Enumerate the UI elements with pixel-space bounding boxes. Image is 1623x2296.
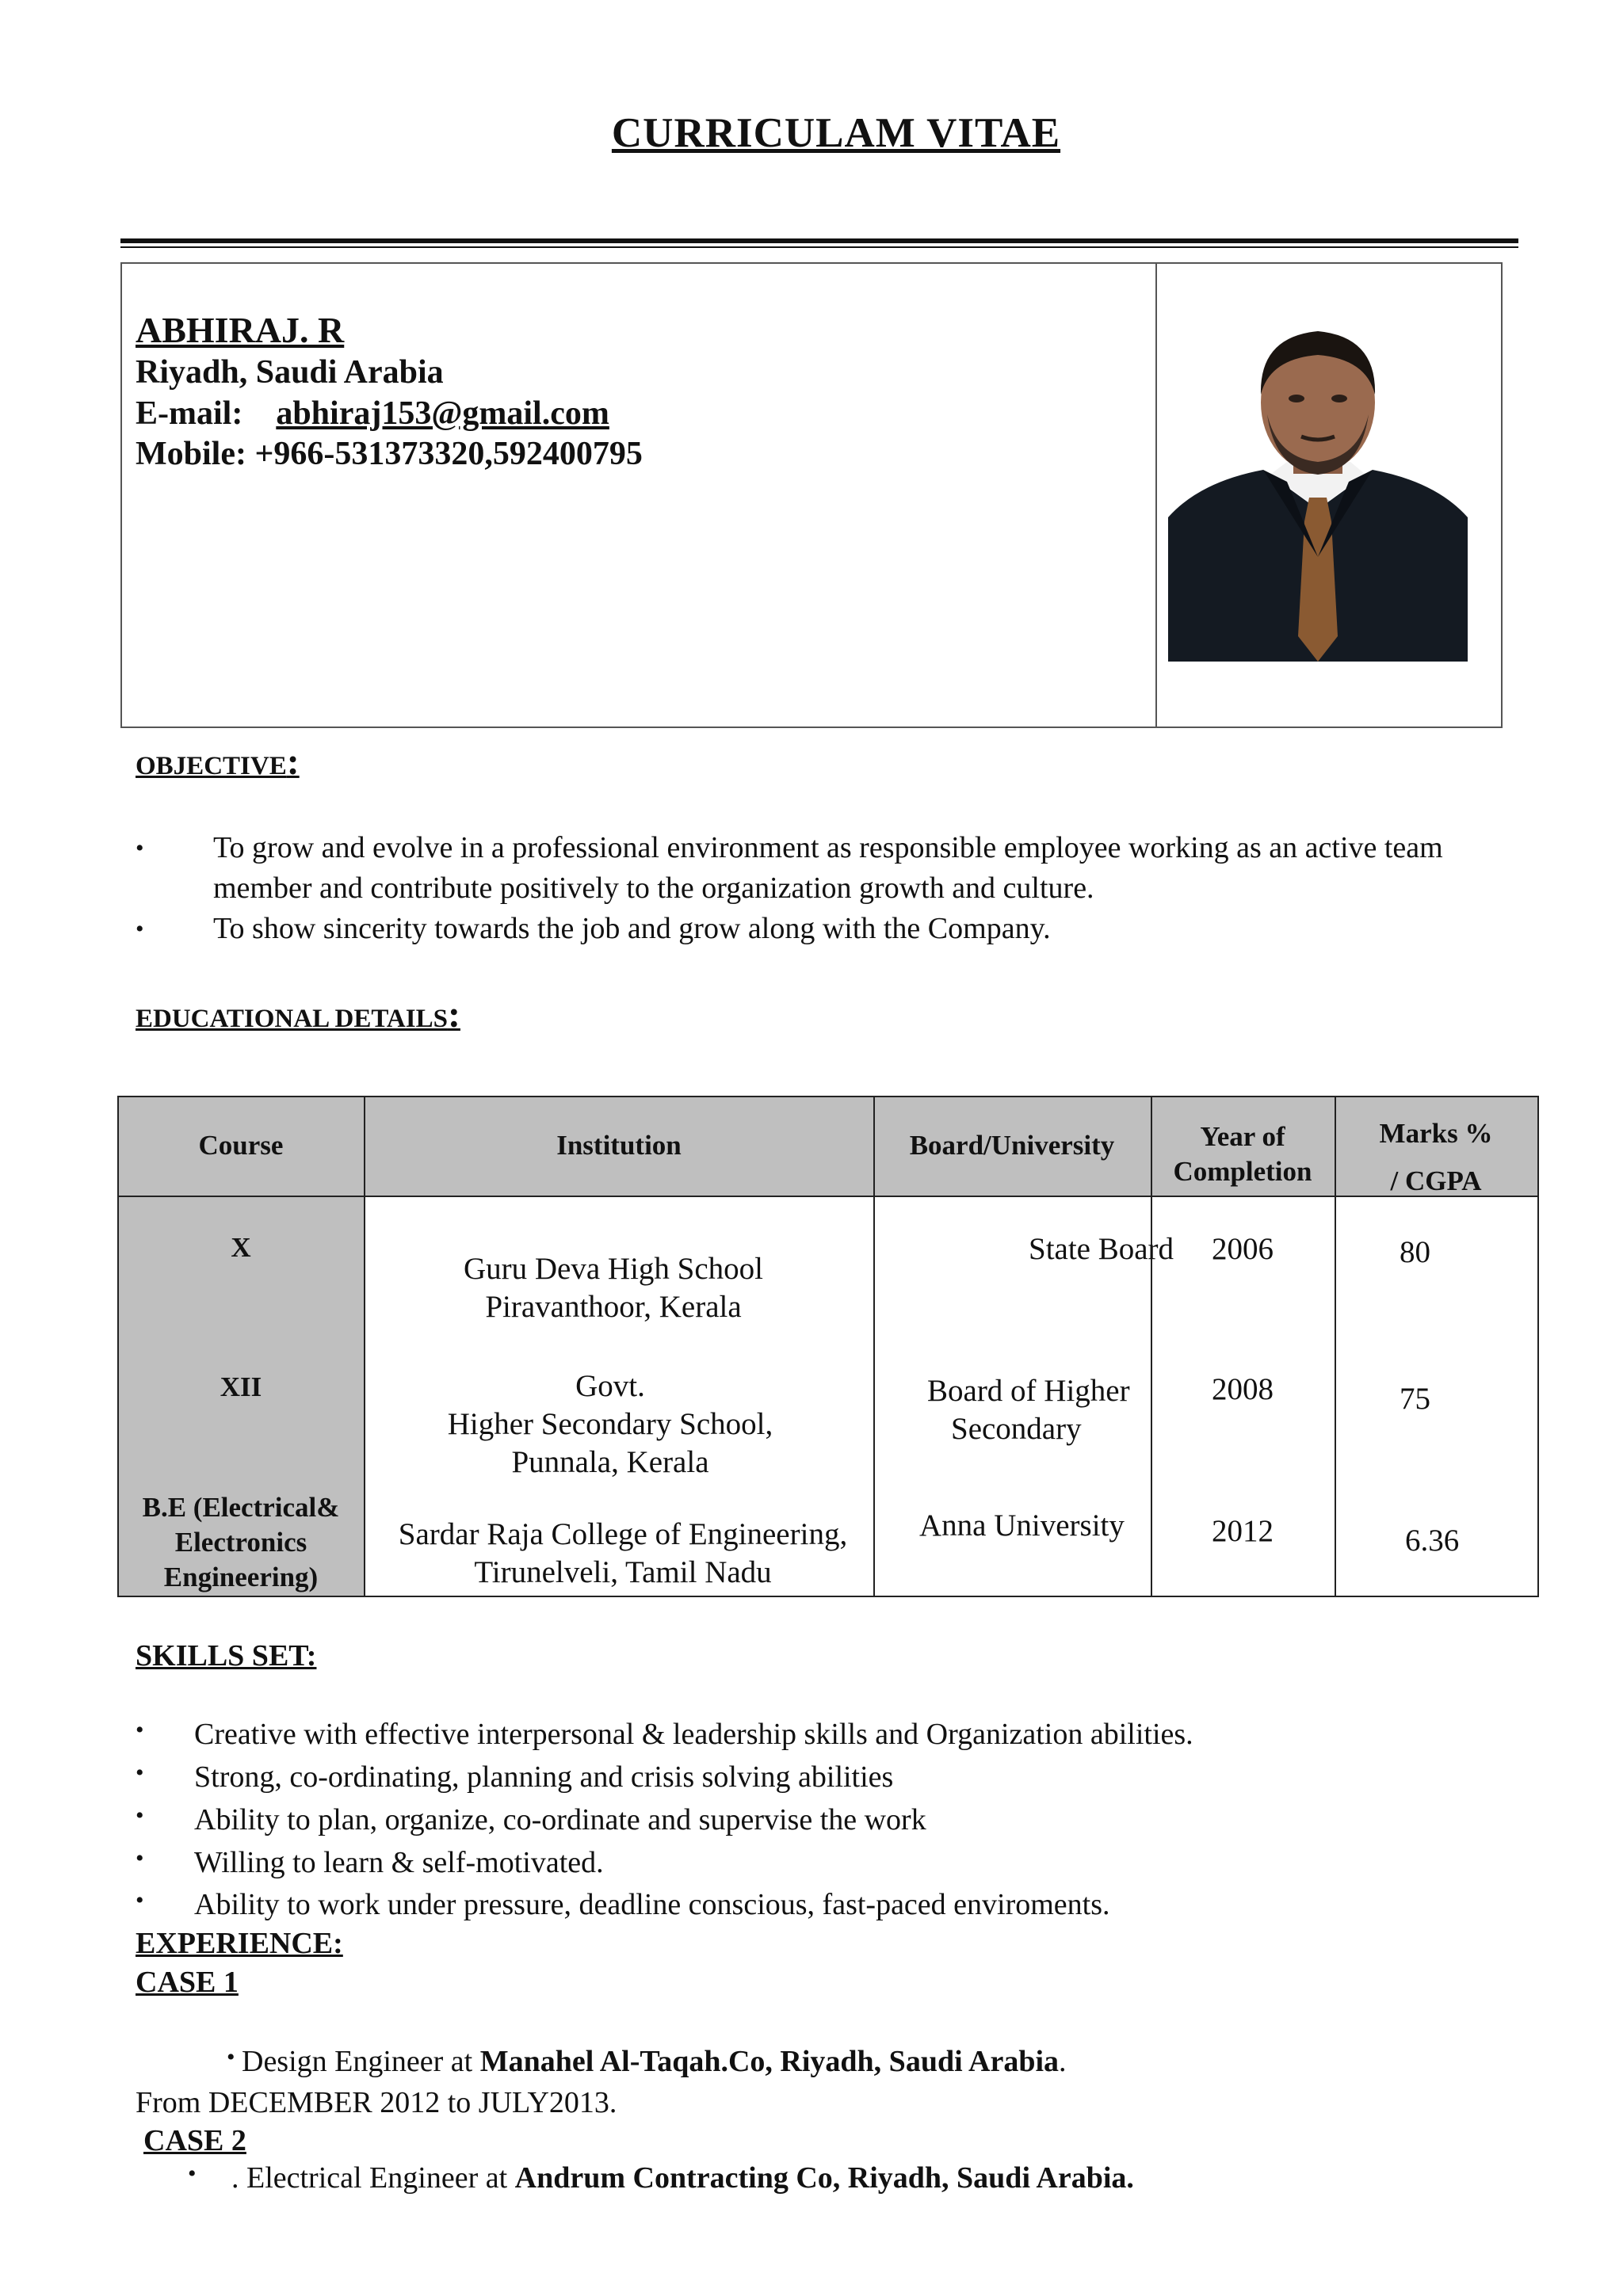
candidate-location: Riyadh, Saudi Arabia — [136, 354, 444, 391]
table-header-divider — [117, 1196, 1539, 1197]
col-header-year-line: Completion — [1173, 1156, 1312, 1187]
board-x: State Board — [1029, 1232, 1174, 1266]
institution-line: Tirunelveli, Tamil Nadu — [474, 1555, 772, 1589]
col-header-institution: Institution — [556, 1130, 682, 1161]
board-line: Secondary — [951, 1412, 1082, 1446]
skills-heading: SKILLS SET: — [136, 1639, 317, 1672]
col-header-year — [1151, 1119, 1335, 1189]
table-border-bottom — [117, 1596, 1539, 1597]
institution-line: Piravanthoor, Kerala — [485, 1290, 742, 1324]
col-header-marks-line: / CGPA — [1390, 1165, 1482, 1196]
candidate-name: ABHIRAJ. R — [136, 310, 345, 350]
table-border-top — [117, 1096, 1539, 1097]
marks-be: 6.36 — [1405, 1524, 1460, 1558]
marks-xii: 75 — [1400, 1382, 1430, 1416]
objective-item-text: To grow and evolve in a professional environment as responsible employee working as an active team member and contribute positively to the organization growth and culture. — [213, 831, 1443, 905]
board-line: Board of Higher — [927, 1374, 1130, 1408]
experience-heading: EXPERIENCE: — [136, 1927, 343, 1960]
col-header-marks-line: Marks % — [1379, 1118, 1493, 1149]
institution-line: Govt. — [575, 1369, 645, 1403]
year-x: 2006 — [1212, 1232, 1274, 1266]
case1-role-end: . — [1059, 2045, 1067, 2078]
bullet-icon: • — [136, 1760, 144, 1786]
profile-photo — [1168, 319, 1468, 662]
marks-x: 80 — [1400, 1235, 1430, 1269]
course-line: Engineering) — [163, 1562, 319, 1592]
case1-role-text — [242, 2044, 1067, 2079]
col-header-board: Board/University — [909, 1130, 1115, 1161]
course-line: Electronics — [174, 1527, 307, 1558]
objective-item — [136, 828, 1514, 909]
mobile-line: Mobile: +966-531373320,592400795 — [136, 436, 643, 472]
skill-item-text: Ability to work under pressure, deadline conscious, fast-paced enviroments. — [194, 1888, 1110, 1921]
title-rule-thin — [120, 246, 1518, 248]
bullet-icon: • — [188, 2161, 197, 2187]
board-be: Anna University — [919, 1508, 1125, 1543]
case1-role-title: Design Engineer at — [242, 2045, 480, 2078]
case2-company: Andrum Contracting Co, Riyadh, Saudi Arabia. — [514, 2161, 1134, 2195]
education-heading-colon: : — [447, 994, 460, 1035]
email-line — [136, 395, 609, 433]
institution-line: Sardar Raja College of Engineering, — [398, 1517, 848, 1551]
institution-line: Punnala, Kerala — [511, 1445, 709, 1479]
title-rule-thick — [120, 238, 1518, 243]
objective-heading-colon: : — [286, 741, 300, 783]
case1-heading: CASE 1 — [136, 1966, 239, 1999]
table-border-right — [1537, 1096, 1539, 1597]
skill-item-text: Willing to learn & self-motivated. — [194, 1846, 604, 1879]
bullet-icon: • — [136, 916, 144, 942]
institution-line: Higher Secondary School, — [447, 1407, 773, 1441]
objective-heading — [136, 740, 300, 784]
bullet-icon: • — [136, 1887, 144, 1913]
col-header-course: Course — [198, 1130, 284, 1161]
education-heading — [136, 993, 460, 1036]
bullet-icon: • — [136, 1845, 144, 1871]
case2-role-title: . Electrical Engineer at — [231, 2161, 515, 2195]
education-table — [117, 1096, 1539, 1597]
course-x: X — [231, 1232, 251, 1263]
case1-dates: From DECEMBER 2012 to JULY2013. — [136, 2086, 617, 2119]
skill-item-text: Ability to plan, organize, co-ordinate and supervise the work — [194, 1803, 926, 1836]
education-heading-text: EDUCATIONAL DETAILS — [136, 1005, 448, 1033]
skill-item-text: Strong, co-ordinating, planning and crisis solving abilities — [194, 1760, 894, 1794]
page-title: CURRICULAM VITAE — [611, 110, 1061, 156]
institution-x — [384, 1250, 843, 1326]
objective-heading-text: OBJECTIVE — [136, 752, 287, 780]
col-header-year-line: Year of — [1200, 1121, 1285, 1152]
skill-item-text: Creative with effective interpersonal & leadership skills and Organization abilities. — [194, 1718, 1193, 1751]
col-header-marks — [1335, 1110, 1537, 1205]
header-divider — [1155, 262, 1157, 728]
case2-heading: CASE 2 — [143, 2124, 246, 2157]
institution-line: Guru Deva High School — [463, 1252, 764, 1286]
objective-item — [136, 909, 1514, 949]
bullet-icon: • — [136, 1802, 144, 1829]
bullet-icon: • — [136, 1717, 144, 1743]
objective-item-text: To show sincerity towards the job and grow along with the Company. — [213, 912, 1051, 945]
year-xii: 2008 — [1212, 1372, 1274, 1406]
institution-xii — [365, 1367, 856, 1482]
email-link[interactable]: abhiraj153@gmail.com — [276, 395, 609, 432]
course-line: B.E (Electrical& — [142, 1492, 340, 1523]
email-label: E-mail: — [136, 395, 243, 432]
course-be — [117, 1490, 365, 1595]
year-be: 2012 — [1212, 1514, 1274, 1548]
case1-company: Manahel Al-Taqah.Co, Riyadh, Saudi Arabia — [479, 2045, 1060, 2078]
portrait-illustration — [1168, 319, 1468, 662]
course-xii: XII — [220, 1371, 262, 1402]
case2-role-text — [231, 2161, 1134, 2195]
bullet-icon: • — [136, 835, 144, 861]
bullet-icon: • — [227, 2044, 235, 2070]
institution-be — [365, 1516, 881, 1592]
board-xii — [927, 1372, 1130, 1448]
